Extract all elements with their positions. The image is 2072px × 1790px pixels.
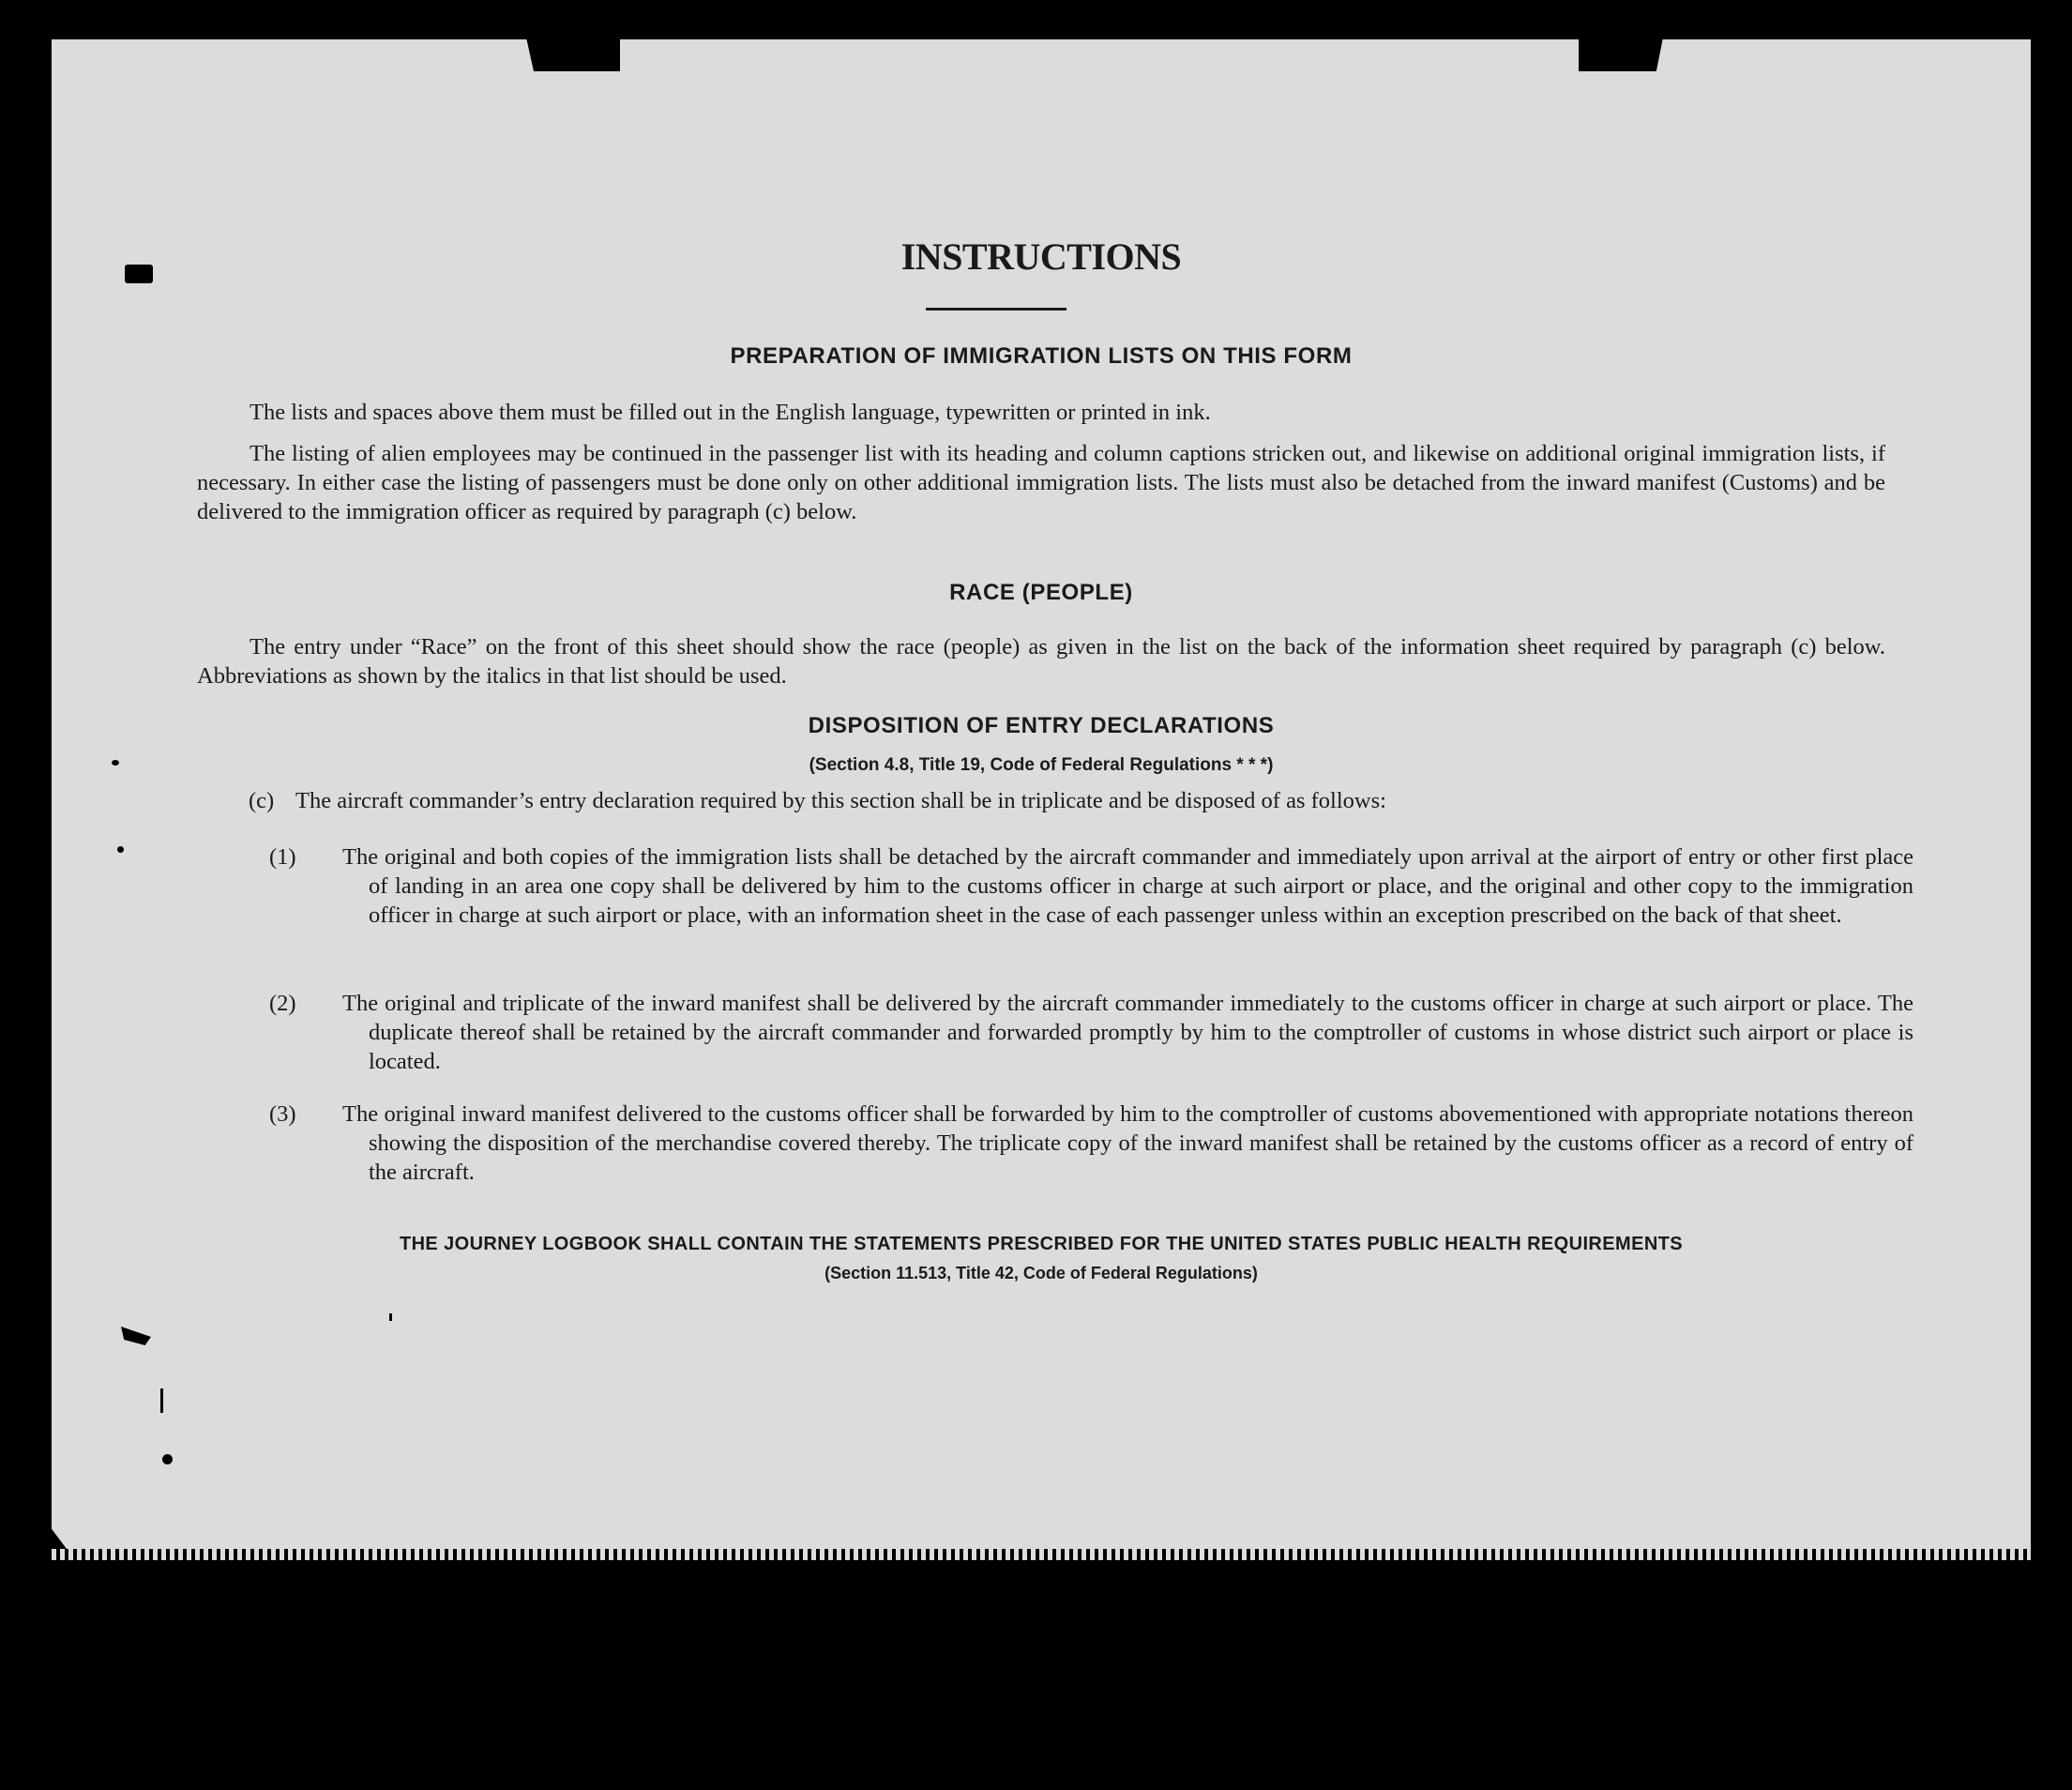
- intro-text: The aircraft commander’s entry declaration required by this section shall be in triplicate and be disposed of as follows:: [295, 788, 1386, 813]
- item-3-label: (3): [269, 1101, 296, 1127]
- disposition-item-2: [269, 989, 1913, 1076]
- page-notch-left: [526, 38, 620, 71]
- scan-speck: [117, 846, 124, 853]
- page-notch-right: [1579, 38, 1663, 71]
- footer-citation: (Section 11.513, Title 42, Code of Federal Regulations): [824, 1264, 1258, 1282]
- document-title: INSTRUCTIONS: [900, 235, 1182, 278]
- disposition-citation: (Section 4.8, Title 19, Code of Federal Regulations * * *): [809, 755, 1274, 775]
- preparation-paragraph-1: The lists and spaces above them must be filled out in the English language, typewritten or printed in ink.: [250, 400, 1211, 425]
- scanned-document-page: [52, 39, 2031, 1555]
- disposition-item-3: [269, 1100, 1913, 1187]
- preparation-paragraph-2: The listing of alien employees may be continued in the passenger list with its heading and column captions stricken out, and likewise on additional original immigration lists, if necessary. In either case the listing of passengers must be done only on other additional immigration lists. The lists must also be detached from the inward manifest (Customs) and be delivered to the immigration officer as required by paragraph (c) below.: [197, 441, 1885, 524]
- scan-speck: [389, 1313, 392, 1321]
- footer-requirement: THE JOURNEY LOGBOOK SHALL CONTAIN THE STATEMENTS PRESCRIBED FOR THE UNITED STATES PUBLIC HEALTH REQUIREMENTS: [399, 1234, 1684, 1254]
- scan-speck: [121, 1327, 151, 1345]
- heading-disposition: DISPOSITION OF ENTRY DECLARATIONS: [808, 713, 1275, 738]
- disposition-item-1: [269, 842, 1913, 930]
- heading-race: RACE (PEOPLE): [949, 580, 1133, 605]
- title-underline: [926, 308, 1066, 311]
- item-1-text: The original and both copies of the immigration lists shall be detached by the aircraft commander and immediately upon arrival at the airport of entry or other first place of landing in an area one copy shall be delivered by him to the customs officer in charge at such airport or place, and the original and other copy to the immigration officer in charge at such airport or place, with an information sheet in the case of each passenger unless within an exception prescribed on the back of that sheet.: [342, 844, 1913, 928]
- serrated-bottom-edge: [52, 1549, 2031, 1560]
- item-3-text: The original inward manifest delivered to the customs officer shall be forwarded by him to the comptroller of customs abovementioned with appropriate notations thereon showing the disposition of the merchandise covered thereby. The triplicate copy of the inward manifest shall be retained by the customs officer as a record of entry of the aircraft.: [342, 1101, 1913, 1185]
- scan-speck: [160, 1388, 163, 1413]
- item-2-text: The original and triplicate of the inward manifest shall be delivered by the aircraft commander immediately to the customs officer in charge at such airport or place. The duplicate thereof shall be retained by the aircraft commander and forwarded promptly by him to the comptroller of customs in whose district such airport or place is located.: [342, 991, 1913, 1074]
- heading-preparation: PREPARATION OF IMMIGRATION LISTS ON THIS FORM: [730, 343, 1353, 369]
- race-paragraph: The entry under “Race” on the front of this sheet should show the race (people) as given in the list on the back of the information sheet required by paragraph (c) below. Abbreviations as shown by the italics in that list should be used.: [197, 634, 1885, 689]
- item-1-label: (1): [269, 844, 296, 870]
- scan-speck: [162, 1454, 173, 1464]
- item-2-label: (2): [269, 991, 296, 1016]
- disposition-intro: [249, 786, 1890, 815]
- intro-label: (c): [249, 788, 275, 813]
- torn-corner: [38, 1511, 67, 1549]
